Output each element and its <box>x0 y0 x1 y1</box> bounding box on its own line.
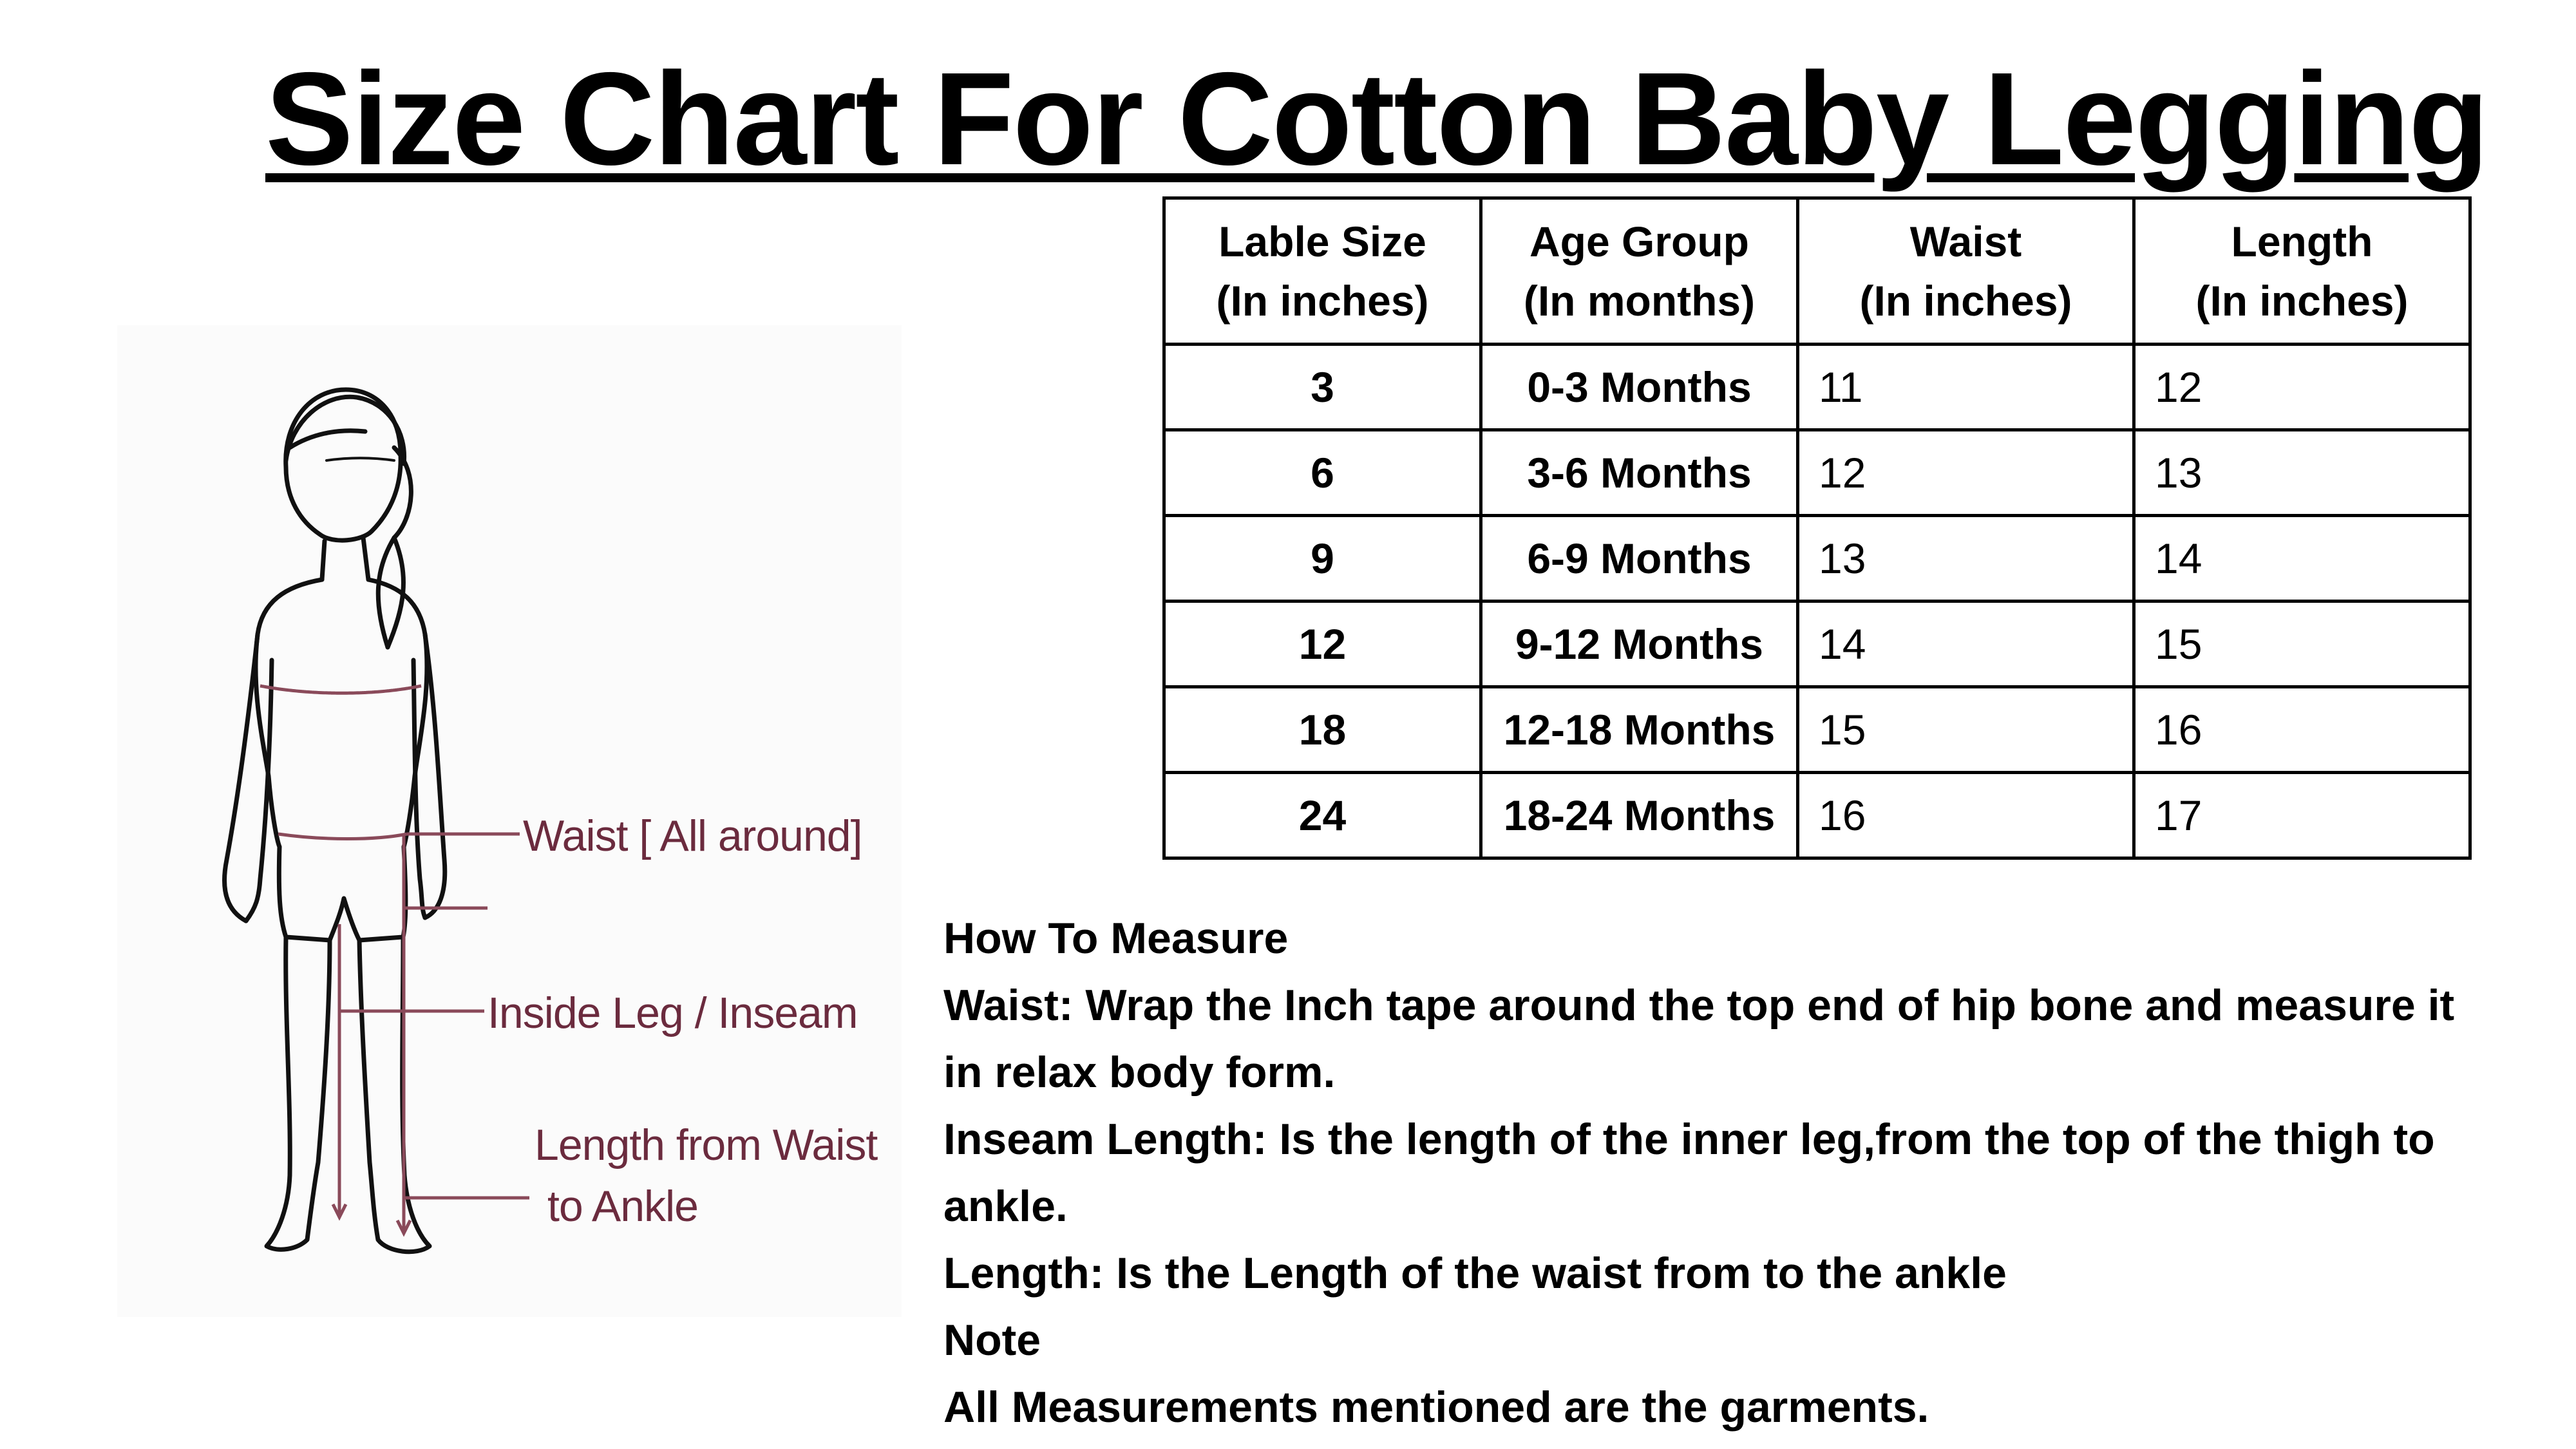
header-waist <box>1798 198 2134 345</box>
table-row <box>1164 345 2470 430</box>
cell-label-size: 24 <box>1164 773 1481 858</box>
cell-length: 14 <box>2134 516 2470 601</box>
waist-label: Waist [ All around] <box>523 811 862 860</box>
length-label-line1: Length from Waist <box>535 1121 878 1170</box>
header-line: Length <box>2231 218 2373 265</box>
table-row <box>1164 687 2470 773</box>
cell-length: 16 <box>2134 687 2470 773</box>
header-line: (In months) <box>1523 277 1756 325</box>
header-line: (In inches) <box>1859 277 2072 325</box>
cell-length: 12 <box>2134 345 2470 430</box>
cell-age-group: 9-12 Months <box>1481 601 1798 687</box>
cell-length: 17 <box>2134 773 2470 858</box>
header-line: (In inches) <box>1216 277 1429 325</box>
table-row <box>1164 516 2470 601</box>
cell-waist: 16 <box>1798 773 2134 858</box>
table-row <box>1164 773 2470 858</box>
cell-waist: 12 <box>1798 430 2134 516</box>
cell-age-group: 6-9 Months <box>1481 516 1798 601</box>
page-title: Size Chart For Cotton Baby Legging <box>265 45 2488 193</box>
table-row <box>1164 601 2470 687</box>
cell-label-size: 18 <box>1164 687 1481 773</box>
child-measurement-illustration <box>117 325 902 1317</box>
header-label-size <box>1164 198 1481 345</box>
length-instruction: Length: Is the Length of the waist from to the ankle <box>943 1249 2007 1298</box>
cell-age-group: 0-3 Months <box>1481 345 1798 430</box>
cell-label-size: 12 <box>1164 601 1481 687</box>
cell-label-size: 3 <box>1164 345 1481 430</box>
header-line: Lable Size <box>1218 218 1426 265</box>
cell-waist: 14 <box>1798 601 2134 687</box>
inseam-instruction: Inseam Length: Is the length of the inner leg,from the top of the thigh to ankle. <box>943 1115 2435 1231</box>
table-header-row <box>1164 198 2470 345</box>
header-line: Waist <box>1909 218 2022 265</box>
header-line: (In inches) <box>2195 277 2409 325</box>
cell-waist: 15 <box>1798 687 2134 773</box>
header-length <box>2134 198 2470 345</box>
note-text: All Measurements mentioned are the garments. <box>943 1383 1929 1432</box>
cell-waist: 11 <box>1798 345 2134 430</box>
cell-label-size: 9 <box>1164 516 1481 601</box>
inseam-label: Inside Leg / Inseam <box>488 989 858 1037</box>
cell-label-size: 6 <box>1164 430 1481 516</box>
instructions-heading: How To Measure <box>943 914 1289 963</box>
table-row <box>1164 430 2470 516</box>
header-age-group <box>1481 198 1798 345</box>
cell-age-group: 3-6 Months <box>1481 430 1798 516</box>
cell-waist: 13 <box>1798 516 2134 601</box>
size-chart-table <box>1162 196 2472 860</box>
cell-length: 15 <box>2134 601 2470 687</box>
note-heading: Note <box>943 1316 1041 1365</box>
cell-age-group: 18-24 Months <box>1481 773 1798 858</box>
cell-age-group: 12-18 Months <box>1481 687 1798 773</box>
cell-length: 13 <box>2134 430 2470 516</box>
waist-instruction: Waist: Wrap the Inch tape around the top end of hip bone and measure it in relax body form. <box>943 981 2455 1097</box>
header-line: Age Group <box>1530 218 1749 265</box>
length-label-line2: to Ankle <box>547 1182 698 1231</box>
measuring-instructions <box>943 905 2489 1441</box>
